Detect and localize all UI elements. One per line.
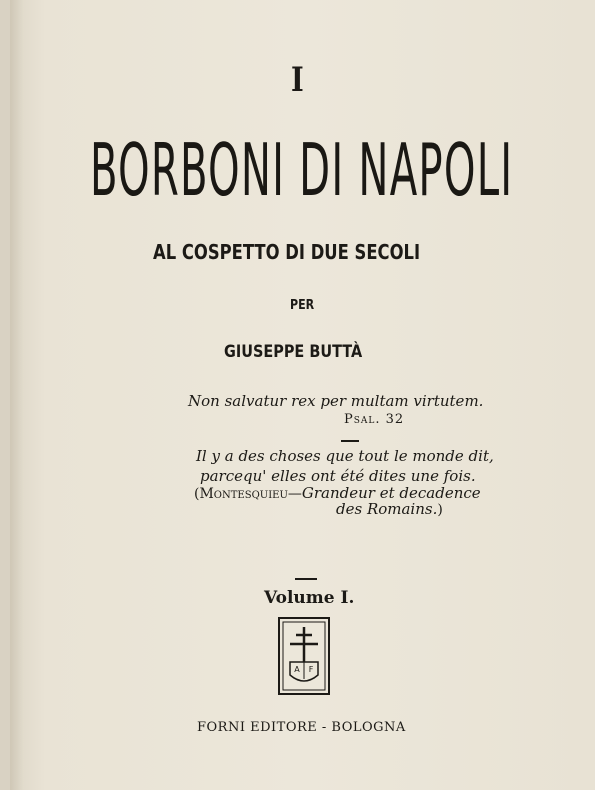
divider-dash-2	[295, 578, 317, 580]
epigraph-2-work-end: des Romains.	[336, 500, 438, 518]
volume-label: Volume I.	[264, 588, 355, 608]
book-title: BORBONI DI NAPOLI	[90, 128, 514, 212]
epigraph-2-separator: —	[287, 486, 302, 502]
epigraph-2-line-1: Il y a des choses que tout le monde dit,	[196, 447, 494, 465]
epigraph-2-author: Montesquieu	[199, 486, 288, 502]
epigraph-1-text: Non salvatur rex per multam virtutem.	[188, 392, 484, 410]
epigraph-1-source: Psal. 32	[344, 412, 405, 427]
title-page	[10, 0, 595, 790]
epigraph-2-work: Grandeur et decadence	[301, 484, 481, 502]
book-subtitle: AL COSPETTO DI DUE SECOLI	[153, 240, 421, 264]
publisher-name: FORNI EDITORE - BOLOGNA	[197, 720, 406, 735]
author-name: GIUSEPPE BUTTÀ	[224, 342, 363, 362]
epigraph-2-line-3: (Montesquieu—Grandeur et decadence	[194, 484, 481, 502]
by-label: PER	[290, 298, 315, 313]
volume-numeral: I	[291, 60, 304, 100]
epigraph-2-line-4: des Romains.)	[336, 500, 443, 518]
page-edge	[10, 0, 24, 790]
divider-dash	[341, 440, 359, 442]
publisher-emblem-icon	[278, 617, 330, 695]
emblem-letter-f: F	[308, 665, 314, 674]
emblem-letter-a: A	[294, 665, 300, 674]
epigraph-2-line-2: parcequ' elles ont été dites une fois.	[200, 467, 476, 485]
